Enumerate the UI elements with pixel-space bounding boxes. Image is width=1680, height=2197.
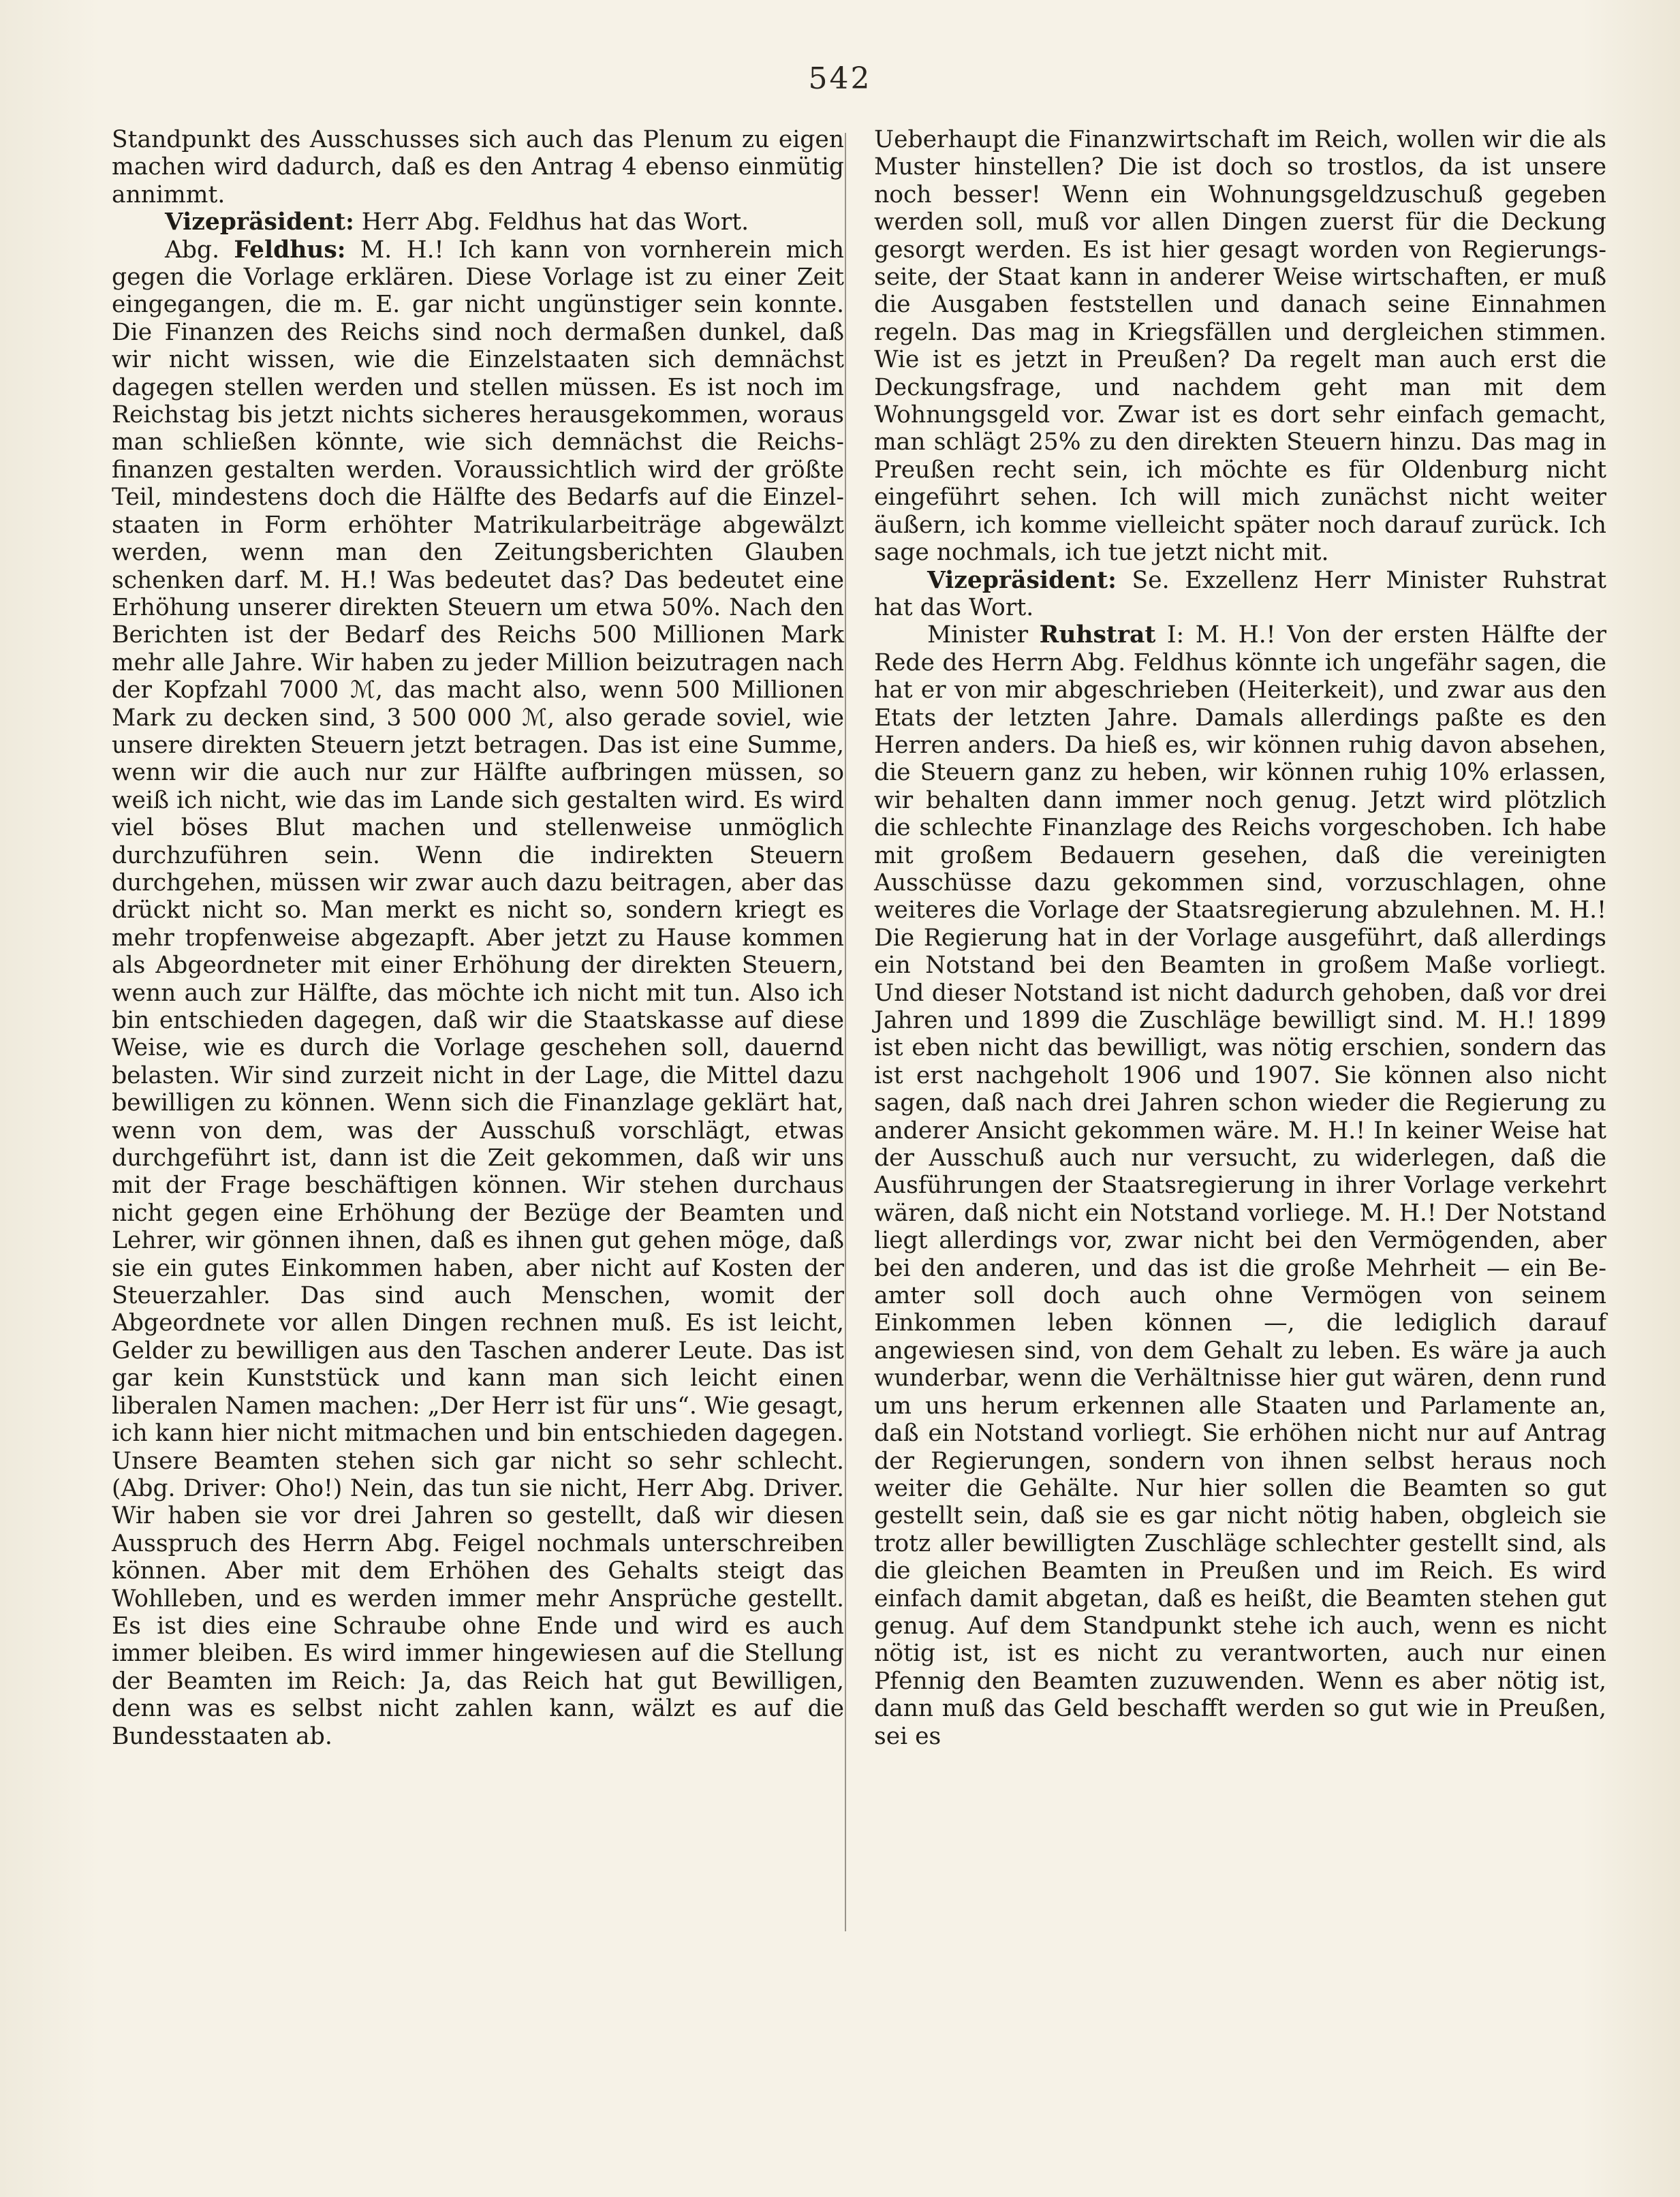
column-divider — [845, 133, 846, 1931]
paragraph-text: Se. Exzellenz Herr Minister Ruhstrat hat das Wort. — [874, 566, 1606, 621]
paragraph — [112, 236, 844, 1750]
paragraph — [874, 621, 1606, 1750]
paragraph-text: I: M. H.! Von der ersten Hälfte der Rede des Herrn Abg. Feldhus könnte ich ungefähr sagen, die hat er von mir abgeschrieben (Heiterkeit), und zwar aus den Etats der letzten Jahre. Damals allerdings paßte es den Herren anders. Da hieß es, wir können ruhig davon absehen, die Steuern ganz zu heben, wir können ruhig 10% erlassen, wir behalten dann immer noch genug. Jetzt wird plötzlich die schlechte Finanzlage des Reichs vorgeschoben. Ich habe mit großem Bedauern gesehen, daß die vereinigten Ausschüsse dazu gekommen sind, vorzuschlagen, ohne weiteres die Vorlage der Staatsregierung abzulehnen. M. H.! Die Regierung hat in der Vorlage ausgeführt, daß allerdings ein Notstand bei den Beamten in großem Maße vorliegt. Und dieser Notstand ist nicht dadurch gehoben, daß vor drei Jahren und 1899 die Zuschläge bewilligt sind. M. H.! 1899 ist eben nicht das bewilligt, was nötig erschien, sondern das ist erst nachgeholt 1906 und 1907. Sie können also nicht sagen, daß nach drei Jahren schon wieder die Regierung zu anderer Ansicht gekommen wäre. M. H.! In keiner Weise hat der Ausschuß auch nur versucht, zu widerlegen, daß die Ausführungen der Staatsregierung in ihrer Vorlage verkehrt wären, daß nicht ein Notstand vorliege. M. H.! Der Notstand liegt allerdings vor, zwar nicht bei den Vermögenden, aber bei den anderen, und das ist die große Mehrheit — ein Beamter soll doch auch ohne Vermögen von seinem Einkommen leben können —, die lediglich darauf angewiesen sind, von dem Gehalt zu leben. Es wäre ja auch wunderbar, wenn die Verhältnisse hier gut wären, denn rund um uns herum erkennen alle Staaten und Parlamente an, daß ein Notstand vorliegt. Sie erhöhen nicht nur auf Antrag der Regierungen, sondern von ihnen selbst heraus noch weiter die Gehälte. Nur hier sollen die Beamten so gut gestellt sein, daß sie es gar nicht nötig haben, obgleich sie trotz aller bewilligten Zuschläge schlechter gestellt sind, als die gleichen Beamten in Preußen und im Reich. Es wird einfach damit abgetan, daß es heißt, die Beamten stehen gut genug. Auf dem Standpunkt stehe ich auch, wenn es nicht nötig ist, ist es nicht zu verantworten, auch nur einen Pfennig den Beamten zuzuwenden. Wenn es aber nötig ist, dann muß das Geld beschafft werden so gut wie in Preußen, sei es — [874, 621, 1606, 1750]
speaker-name: Ruhstrat — [1039, 621, 1156, 649]
speaker-title: Abg. — [165, 236, 234, 264]
speaker-name: Vizepräsident: — [165, 208, 354, 236]
right-column — [874, 126, 1606, 1750]
paragraph — [112, 208, 844, 236]
speaker-name: Feldhus: — [234, 236, 346, 264]
paragraph — [874, 567, 1606, 622]
paragraph: Ueberhaupt die Finanzwirtschaft im Reich, wollen wir die als Muster hinstellen? Die ist doch so trostlos, da ist unsere noch besser! Wenn ein Wohnungsgeldzuschuß gegeben werden soll, muß vor allen Dingen zuerst für die Deckung gesorgt werden. Es ist hier gesagt worden von Regierungsseite, der Staat kann in anderer Weise wirtschaften, er muß die Ausgaben feststellen und danach seine Einnahmen regeln. Das mag in Kriegsfällen und dergleichen stimmen. Wie ist es jetzt in Preußen? Da regelt man auch erst die Deckungsfrage, und nachdem geht man mit dem Wohnungsgeld vor. Zwar ist es dort sehr einfach gemacht, man schlägt 25% zu den direkten Steuern hinzu. Das mag in Preußen recht sein, ich möchte es für Oldenburg nicht eingeführt sehen. Ich will mich zunächst nicht weiter äußern, ich komme vielleicht später noch darauf zurück. Ich sage nochmals, ich tue jetzt nicht mit. — [874, 126, 1606, 567]
paragraph-text: M. H.! Ich kann von vornherein mich gegen die Vorlage erklären. Diese Vorlage ist zu einer Zeit eingegangen, die m. E. gar nicht ungünstiger sein konnte. Die Finanzen des Reichs sind noch dermaßen dunkel, daß wir nicht wissen, wie die Einzelstaaten sich demnächst dagegen stellen werden und stellen müssen. Es ist noch im Reichstag bis jetzt nichts sicheres herausgekommen, woraus man schließen könnte, wie sich demnächst die Reichsfinanzen gestalten werden. Voraussichtlich wird der größte Teil, mindestens doch die Hälfte des Bedarfs auf die Einzelstaaten in Form erhöhter Matrikularbeiträge abgewälzt werden, wenn man den Zeitungsberichten Glauben schenken darf. M. H.! Was bedeutet das? Das bedeutet eine Erhöhung unserer direkten Steuern um etwa 50%. Nach den Berichten ist der Bedarf des Reichs 500 Millionen Mark mehr alle Jahre. Wir haben zu jeder Million beizutragen nach der Kopfzahl 7000 ℳ, das macht also, wenn 500 Millionen Mark zu decken sind, 3 500 000 ℳ, also gerade soviel, wie unsere direkten Steuern jetzt betragen. Das ist eine Summe, wenn wir die auch nur zur Hälfte aufbringen müssen, so weiß ich nicht, wie das im Lande sich gestalten wird. Es wird viel böses Blut machen und stellenweise unmöglich durchzuführen sein. Wenn die indirekten Steuern durchgehen, müssen wir zwar auch dazu beitragen, aber das drückt nicht so. Man merkt es nicht so, sondern kriegt es mehr tropfenweise abgezapft. Aber jetzt zu Hause kommen als Abgeordneter mit einer Erhöhung der direkten Steuern, wenn auch zur Hälfte, das möchte ich nicht mit tun. Also ich bin entschieden dagegen, daß wir die Staatskasse auf diese Weise, wie es durch die Vorlage geschehen soll, dauernd belasten. Wir sind zurzeit nicht in der Lage, die Mittel dazu bewilligen zu können. Wenn sich die Finanzlage geklärt hat, wenn von dem, was der Ausschuß vorschlägt, etwas durchgeführt ist, dann ist die Zeit gekommen, daß wir uns mit der Frage beschäftigen können. Wir stehen durchaus nicht gegen eine Erhöhung der Bezüge der Beamten und Lehrer, wir gönnen ihnen, daß es ihnen gut gehen möge, daß sie ein gutes Einkommen haben, aber nicht auf Kosten der Steuerzahler. Das sind auch Menschen, womit der Abgeordnete vor allen Dingen rechnen muß. Es ist leicht, Gelder zu bewilligen aus den Taschen anderer Leute. Das ist gar kein Kunststück und kann man sich leicht einen liberalen Namen machen: „Der Herr ist für uns“. Wie gesagt, ich kann hier nicht mitmachen und bin entschieden dagegen. Unsere Beamten stehen sich gar nicht so sehr schlecht. (Abg. Driver: Oho!) Nein, das tun sie nicht, Herr Abg. Driver. Wir haben sie vor drei Jahren so gestellt, daß wir diesen Ausspruch des Herrn Abg. Feigel nochmals unterschreiben können. Aber mit dem Erhöhen des Gehalts steigt das Wohlleben, und es werden immer mehr Ansprüche gestellt. Es ist dies eine Schraube ohne Ende und wird es auch immer bleiben. Es wird immer hingewiesen auf die Stellung der Beamten im Reich: Ja, das Reich hat gut Bewilligen, denn was es selbst nicht zahlen kann, wälzt es auf die Bundesstaaten ab. — [112, 236, 844, 1750]
paragraph-text: Herr Abg. Feldhus hat das Wort. — [354, 208, 749, 236]
paragraph: Standpunkt des Ausschusses sich auch das Plenum zu eigen machen wird dadurch, daß es den Antrag 4 ebenso einmütig annimmt. — [112, 126, 844, 208]
speaker-name: Vizepräsident: — [927, 566, 1117, 594]
left-column — [112, 126, 844, 1750]
page-number: 542 — [808, 61, 872, 96]
speaker-title: Minister — [927, 621, 1040, 649]
